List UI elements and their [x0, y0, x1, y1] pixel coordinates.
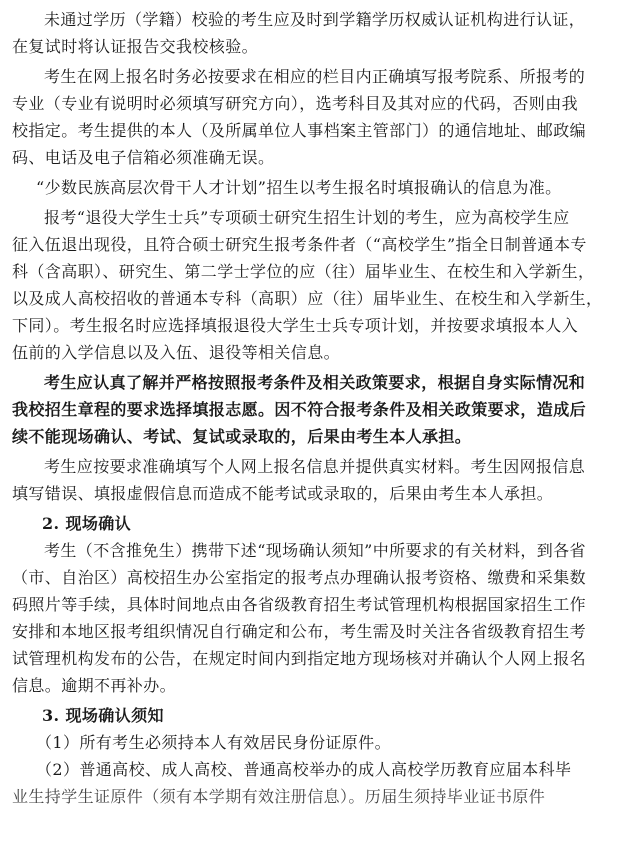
text-line: 科（含高职）、研究生、第二学士学位的应（往）届毕业生、在校生和入学新生， — [12, 262, 595, 281]
text-line: 考生应认真了解并严格按照报考条件及相关政策要求，根据自身实际情况和 — [44, 373, 586, 392]
text-line: 专业（专业有说明时必须填写研究方向），选考科目及其对应的代码，否则由我 — [12, 94, 579, 113]
section-onsite-notice-body — [12, 729, 628, 810]
text-line: 续不能现场确认、考试、复试或录取的，后果由考生本人承担。 — [12, 427, 472, 446]
list-item: （2）普通高校、成人高校、普通高校举办的成人高校学历教育应届本科毕 — [36, 760, 572, 779]
text-line: “少数民族高层次骨干人才计划”招生以考生报名时填报确认的信息为准。 — [36, 178, 562, 197]
text-line: 试管理机构发布的公告，在规定时间内到指定地方现场核对并确认个人网上报名 — [12, 649, 587, 668]
text-line: 码、电话及电子信箱必须准确无误。 — [12, 148, 275, 167]
text-line: 业生持学生证原件（须有本学期有效注册信息）。历届生须持毕业证书原件 — [12, 787, 546, 806]
paragraph-accurate-info — [12, 453, 628, 507]
section-heading-onsite-notice: 3. 现场确认须知 — [42, 706, 164, 725]
text-line: （市、自治区）高校招生办公室指定的报考点办理确认报考资格、缴费和采集数 — [12, 568, 587, 587]
text-line: 伍前的入学信息以及入伍、退役等相关信息。 — [12, 343, 341, 362]
text-line: 信息。逾期不再补办。 — [12, 676, 177, 695]
text-line: 在复试时将认证报告交我校核验。 — [12, 37, 259, 56]
text-line: 码照片等手续，具体时间地点由各省级教育招生考试管理机构根据国家招生工作 — [12, 595, 587, 614]
text-line: 我校招生章程的要求选择填报志愿。因不符合报考条件及相关政策要求，造成后 — [12, 400, 587, 419]
paragraph-veteran-plan — [12, 204, 628, 366]
paragraph-online-registration — [12, 63, 628, 171]
text-line: 以及成人高校招收的普通本专科（高职）应（往）届毕业生、在校生和入学新生， — [12, 289, 603, 308]
text-line: 报考“退役大学生士兵”专项硕士研究生招生计划的考生，应为高校学生应 — [44, 208, 570, 227]
paragraph-responsibility-warning — [12, 369, 628, 450]
list-item: （1）所有考生必须持本人有效居民身份证原件。 — [36, 733, 391, 752]
text-line: 校指定。考生提供的本人（及所属单位人事档案主管部门）的通信地址、邮政编 — [12, 121, 587, 140]
paragraph-minority-plan — [12, 174, 628, 201]
text-line: 征入伍退出现役，且符合硕士研究生报考条件者（“高校学生”指全日制普通本专 — [12, 235, 587, 254]
text-line: 下同）。考生报名时应选择填报退役大学生士兵专项计划，并按要求填报本人入 — [12, 316, 579, 335]
paragraph-verification-note — [12, 6, 628, 60]
text-line: 未通过学历（学籍）校验的考生应及时到学籍学历权威认证机构进行认证， — [44, 10, 586, 29]
text-line: 填写错误、填报虚假信息而造成不能考试或录取的，后果由考生本人承担。 — [12, 484, 554, 503]
text-line: 考生（不含推免生）携带下述“现场确认须知”中所要求的有关材料，到各省 — [44, 541, 586, 560]
text-line: 安排和本地区报考组织情况自行确定和公布，考生需及时关注各省级教育招生考 — [12, 622, 587, 641]
section-heading-onsite-confirmation: 2. 现场确认 — [42, 514, 132, 533]
text-line: 考生应按要求准确填写个人网上报名信息并提供真实材料。考生因网报信息 — [44, 457, 586, 476]
section-onsite-confirmation-body — [12, 537, 628, 699]
text-line: 考生在网上报名时务必按要求在相应的栏目内正确填写报考院系、所报考的 — [44, 67, 586, 86]
